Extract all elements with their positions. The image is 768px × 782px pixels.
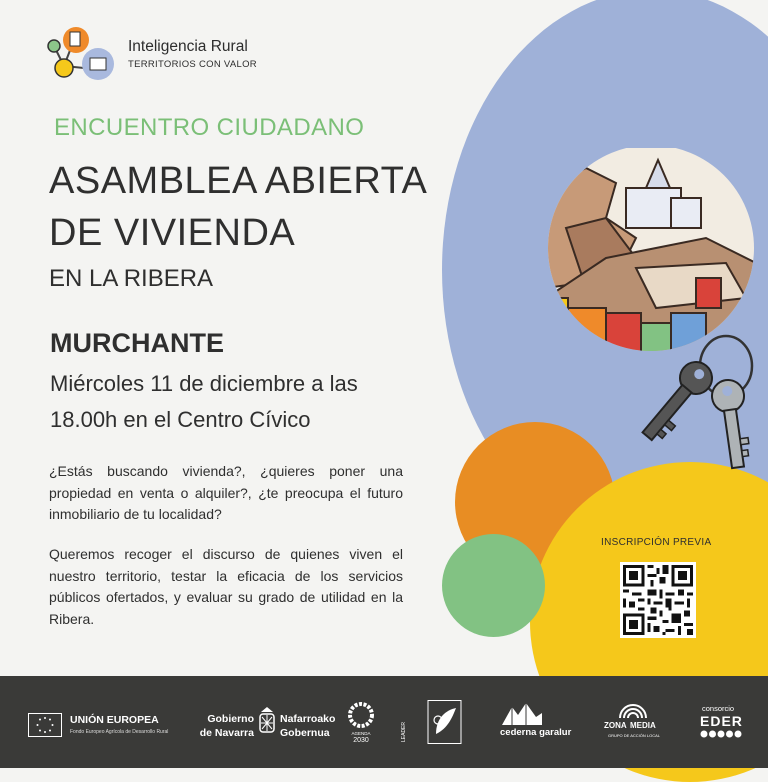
navarra-shield-icon <box>258 706 276 738</box>
body-paragraph-1: ¿Estás buscando vivienda?, ¿quieres poner una propiedad en venta o alquiler?, ¿te preocupa el futuro inmobiliario de tu localidad? <box>49 463 403 522</box>
brand-title: Inteligencia Rural <box>128 38 248 55</box>
event-date-line2: 18.00h en el Centro Cívico <box>50 407 311 432</box>
navarra-eu-line1: Nafarroako <box>280 713 336 725</box>
navarra-es-line2: de Navarra <box>199 727 254 739</box>
zona-label: ZONA <box>604 721 627 730</box>
zona-media-arc-icon <box>618 702 648 718</box>
zona-subtitle: GRUPO DE ACCIÓN LOCAL <box>608 733 661 738</box>
agenda-year: 2030 <box>353 737 369 744</box>
navarra-es-line1: Gobierno <box>207 713 254 725</box>
qr-code-icon[interactable] <box>620 562 696 638</box>
green-circle-decoration <box>442 534 545 637</box>
cederna-mountains-icon <box>502 703 542 725</box>
media-label: MEDIA <box>630 721 656 730</box>
eder-dots-icon <box>700 730 742 738</box>
eu-title: UNIÓN EUROPEA <box>70 714 159 726</box>
event-town: MURCHANTE <box>50 328 224 358</box>
agenda-2030-wheel-icon <box>348 702 374 728</box>
village-keys-illustration <box>546 148 768 478</box>
event-title-line2: DE VIVIENDA <box>49 212 296 254</box>
eder-label: EDER <box>700 713 743 729</box>
eu-flag-icon <box>28 713 62 737</box>
cederna-label: cederna garalur <box>500 727 572 738</box>
leader-logo-icon <box>416 700 462 744</box>
event-title-line1: ASAMBLEA ABIERTA <box>49 160 428 202</box>
eu-subtitle: Fondo Europeo Agrícola de Desarrollo Rural <box>70 729 169 735</box>
event-kicker: ENCUENTRO CIUDADANO <box>54 114 365 141</box>
agenda-label: AGENDA <box>351 731 371 736</box>
event-date-line1: Miércoles 11 de diciembre a las <box>50 371 358 396</box>
body-paragraph-2: Queremos recoger el discurso de quienes viven el nuestro territorio, testar la eficacia de los servicios públicos ofertados, y evaluar su grado de utilidad en la Ribera. <box>49 546 403 627</box>
navarra-eu-line2: Gobernua <box>280 727 330 739</box>
inteligencia-rural-logo-icon <box>46 26 118 84</box>
sponsors-footer <box>0 676 768 768</box>
leader-label: LEADER <box>401 721 407 742</box>
eder-consorcio-label: consorcio <box>702 704 735 713</box>
brand-subtitle: TERRITORIOS CON VALOR <box>128 59 257 70</box>
event-title-line3: EN LA RIBERA <box>49 265 214 292</box>
registration-label: INSCRIPCIÓN PREVIA <box>601 537 712 548</box>
